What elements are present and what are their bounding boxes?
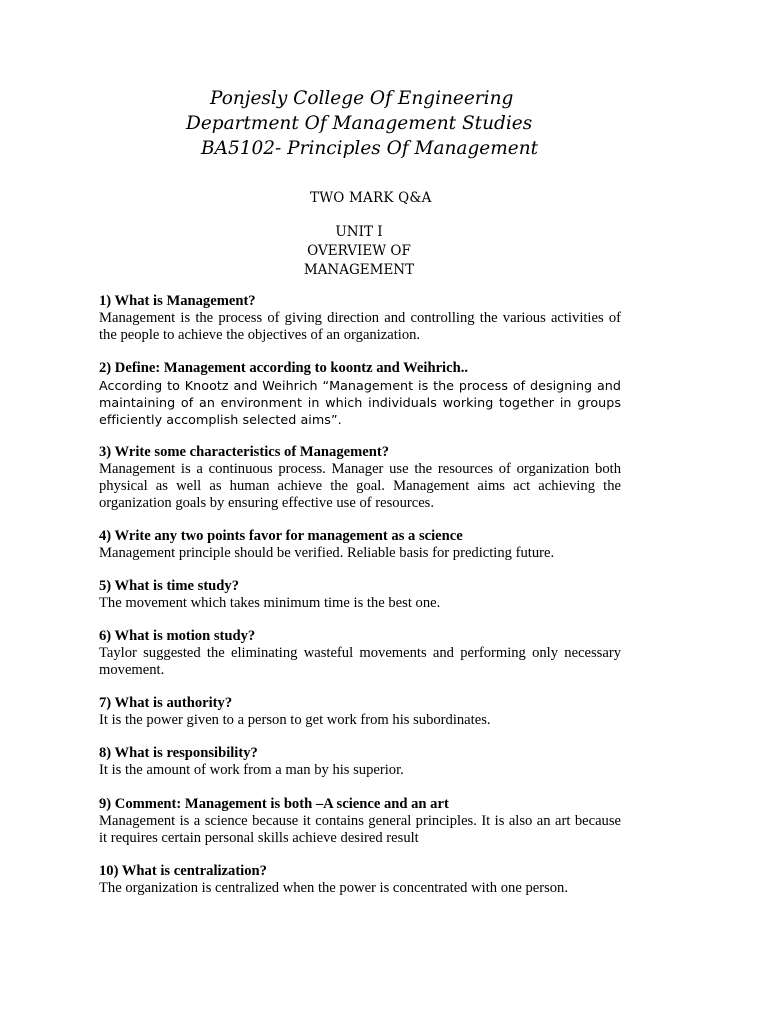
- answer-text: Management principle should be verified. Reliable basis for predicting future.: [99, 545, 555, 561]
- college-name: Ponjesly College Of Engineering: [210, 88, 514, 109]
- answer-text: Taylor suggested the eliminating wasteful movements and performing only necessary movement.: [99, 645, 621, 678]
- answer-text: It is the amount of work from a man by his superior.: [99, 762, 404, 778]
- question-text: 4) Write any two points favor for management as a science: [99, 528, 463, 544]
- answer-text: It is the power given to a person to get work from his subordinates.: [99, 712, 491, 728]
- qa-item-4: [99, 528, 621, 562]
- qa-item-6: [99, 628, 621, 679]
- question-text: 7) What is authority?: [99, 695, 233, 711]
- unit-title-line-1: OVERVIEW OF: [307, 243, 411, 259]
- department-name: Department Of Management Studies: [186, 113, 533, 134]
- question-text: 1) What is Management?: [99, 293, 256, 309]
- answer-text: Management is a continuous process. Manager use the resources of organization both physical as well as human achieve the goal. Management aims act achieving the organization goals by ensuring effective use of resources.: [99, 461, 621, 511]
- question-text: 2) Define: Management according to koontz and Weihrich..: [99, 360, 469, 376]
- answer-text: According to Knootz and Weihrich “Management is the process of designing and maintaining of an environment in which individuals working together in groups efficiently accomplish selected aims”.: [99, 378, 621, 427]
- answer-text: Management is a science because it contains general principles. It is also an art because it requires certain personal skills achieve desired result: [99, 813, 621, 846]
- qa-item-9: [99, 796, 621, 847]
- unit-heading: [259, 223, 459, 280]
- unit-number: UNIT I: [335, 224, 383, 240]
- qa-item-1: [99, 293, 621, 344]
- qa-item-10: [99, 863, 621, 897]
- question-text: 5) What is time study?: [99, 578, 240, 594]
- qa-item-3: [99, 444, 621, 512]
- qa-item-8: [99, 745, 621, 779]
- answer-text: The organization is centralized when the power is concentrated with one person.: [99, 880, 568, 896]
- question-text: 8) What is responsibility?: [99, 745, 258, 761]
- qa-item-7: [99, 695, 621, 729]
- two-mark-heading: TWO MARK Q&A: [310, 190, 432, 206]
- qa-item-2: [99, 360, 621, 428]
- question-text: 6) What is motion study?: [99, 628, 256, 644]
- unit-title-line-2: MANAGEMENT: [303, 262, 415, 278]
- answer-text: Management is the process of giving direction and controlling the various activities of the people to achieve the objectives of an organization.: [99, 310, 621, 343]
- qa-item-5: [99, 578, 621, 612]
- question-text: 9) Comment: Management is both –A science and an art: [99, 796, 449, 812]
- question-text: 10) What is centralization?: [99, 863, 267, 879]
- question-text: 3) Write some characteristics of Management?: [99, 444, 390, 460]
- course-title: BA5102- Principles Of Management: [201, 138, 539, 159]
- answer-text: The movement which takes minimum time is the best one.: [99, 595, 441, 611]
